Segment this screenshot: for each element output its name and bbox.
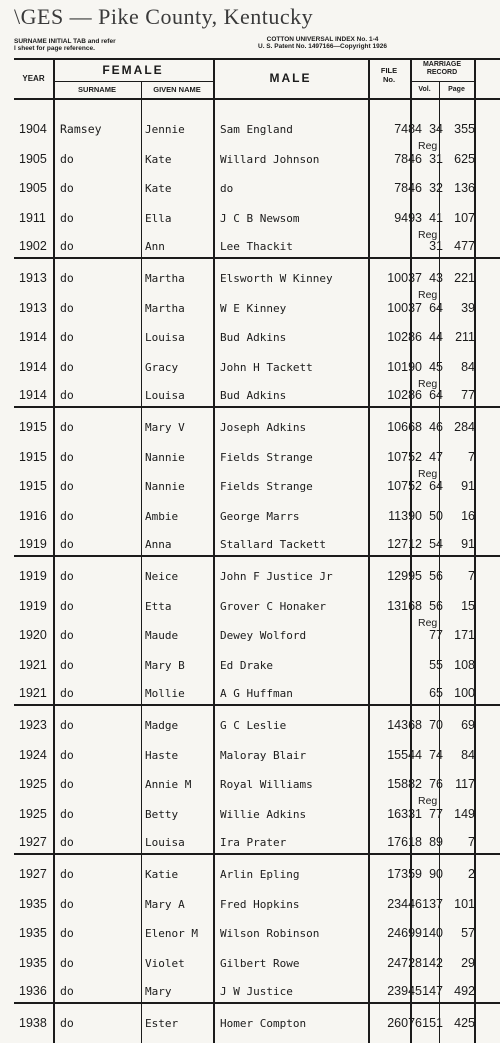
cell-male-name: J W Justice	[220, 984, 293, 998]
cell-file-no: 23945	[387, 983, 422, 998]
table-row	[14, 855, 500, 885]
cell-male-name: Joseph Adkins	[220, 420, 307, 434]
cell-male-name: Homer Compton	[220, 1016, 307, 1030]
cell-reg-note: Reg	[418, 378, 438, 391]
cell-page: 2	[468, 866, 475, 881]
cell-surname: do	[60, 956, 74, 971]
cell-male-name: W E Kinney	[220, 301, 287, 315]
cell-file-no: 14368	[387, 717, 422, 732]
cell-vol: 56	[429, 598, 443, 613]
table-row	[14, 438, 500, 468]
cell-vol: 44	[429, 330, 443, 345]
cell-male-name: do	[220, 182, 234, 196]
cell-male-name: Dewey Wolford	[220, 629, 307, 643]
table-row	[14, 974, 500, 1004]
cell-surname: do	[60, 807, 74, 822]
female-subheader-rule	[53, 81, 213, 82]
table-row	[14, 348, 500, 378]
table-row	[14, 617, 500, 647]
cell-year: 1935	[19, 926, 47, 941]
cell-vol: 140	[422, 926, 443, 941]
table-row	[14, 557, 500, 587]
cell-surname: do	[60, 536, 74, 551]
table-row	[14, 229, 500, 259]
table-row	[14, 646, 500, 676]
table-row	[14, 199, 500, 229]
table-row	[14, 468, 500, 498]
cell-file-no: 10286	[387, 387, 422, 402]
cell-year: 1936	[19, 983, 47, 998]
cell-file-no: 10752	[387, 449, 422, 464]
cell-vol: 147	[422, 983, 443, 998]
cell-surname: do	[60, 598, 74, 613]
cell-given-name: Betty	[145, 808, 179, 822]
cell-file-no: 26076	[387, 1015, 422, 1030]
cell-file-no: 10037	[387, 300, 422, 315]
cell-vol: 31	[429, 238, 443, 253]
cell-year: 1915	[19, 479, 47, 494]
cell-file-no: 17359	[387, 866, 422, 881]
cell-page: 425	[454, 1015, 475, 1030]
cell-vol: 64	[429, 300, 443, 315]
header-no-label: No.	[382, 75, 396, 84]
cell-year: 1927	[19, 866, 47, 881]
table-row	[14, 527, 500, 557]
table-top-rule	[14, 58, 500, 60]
cell-page: 136	[454, 181, 475, 196]
header-bottom-rule	[14, 98, 500, 100]
cell-year: 1925	[19, 777, 47, 792]
cell-file-no: 7484	[394, 121, 422, 136]
cell-surname: do	[60, 479, 74, 494]
cell-given-name: Anna	[145, 537, 172, 551]
cell-year: 1914	[19, 360, 47, 375]
marriage-subheader-rule	[410, 81, 474, 82]
cell-given-name: Mary B	[145, 659, 185, 673]
cell-male-name: Fields Strange	[220, 450, 313, 464]
cell-given-name: Ester	[145, 1016, 179, 1030]
table-row	[14, 795, 500, 825]
note-line-1: SURNAME INITIAL TAB and refer	[14, 38, 116, 45]
cell-file-no: 10286	[387, 330, 422, 345]
cell-page: 16	[461, 509, 475, 524]
cell-year: 1916	[19, 509, 47, 524]
cell-surname: do	[60, 330, 74, 345]
cell-year: 1924	[19, 747, 47, 762]
cell-vol: 142	[422, 956, 443, 971]
cell-vol: 55	[429, 658, 443, 673]
cell-male-name: Willie Adkins	[220, 808, 307, 822]
cell-given-name: Maude	[145, 629, 179, 643]
cell-vol: 34	[429, 121, 443, 136]
cell-page: 84	[461, 360, 475, 375]
cell-file-no: 12712	[387, 536, 422, 551]
cell-file-no: 10752	[387, 479, 422, 494]
cell-year: 1915	[19, 449, 47, 464]
cell-vol: 137	[422, 896, 443, 911]
cell-given-name: Elenor M	[145, 927, 198, 941]
cell-page: 107	[454, 211, 475, 226]
cell-year: 1920	[19, 628, 47, 643]
cell-given-name: Nannie	[145, 450, 185, 464]
cell-male-name: Fred Hopkins	[220, 897, 300, 911]
cell-male-name: Willard Johnson	[220, 152, 320, 166]
cell-given-name: Katie	[145, 867, 179, 881]
cell-file-no: 23446	[387, 896, 422, 911]
cell-page: 91	[461, 536, 475, 551]
page-title: \GES — Pike County, Kentucky	[14, 4, 314, 29]
cell-page: 69	[461, 717, 475, 732]
cell-page: 77	[461, 387, 475, 402]
header-marriage-record	[410, 61, 474, 77]
cell-male-name: Lee Thackit	[220, 239, 293, 253]
cell-surname: do	[60, 387, 74, 402]
cell-file-no: 12995	[387, 568, 422, 583]
cell-male-name: Arlin Epling	[220, 867, 300, 881]
cell-page: 101	[454, 896, 475, 911]
cell-page: 221	[454, 270, 475, 285]
cell-male-name: Fields Strange	[220, 480, 313, 494]
cell-male-name: John H Tackett	[220, 361, 313, 375]
cell-given-name: Nannie	[145, 480, 185, 494]
table-row	[14, 378, 500, 408]
cell-given-name: Mary A	[145, 897, 185, 911]
table-row	[14, 259, 500, 289]
cell-page: 15	[461, 598, 475, 613]
cell-year: 1905	[19, 151, 47, 166]
cell-page: 7	[468, 449, 475, 464]
cell-year: 1923	[19, 717, 47, 732]
header-female: FEMALE	[102, 63, 164, 77]
cell-surname: do	[60, 658, 74, 673]
cell-file-no: 10190	[387, 360, 422, 375]
cell-page: 84	[461, 747, 475, 762]
cell-page: 492	[454, 983, 475, 998]
header-file-no	[368, 66, 410, 84]
header-page: Page	[448, 86, 465, 93]
cell-reg-note: Reg	[418, 467, 438, 480]
header-surname: SURNAME	[78, 85, 116, 94]
cell-year: 1915	[19, 419, 47, 434]
cell-male-name: Grover C Honaker	[220, 599, 326, 613]
cell-year: 1919	[19, 598, 47, 613]
cell-vol: 77	[429, 628, 443, 643]
header-given-name: GIVEN NAME	[153, 85, 201, 94]
cell-vol: 47	[429, 449, 443, 464]
cell-year: 1914	[19, 387, 47, 402]
cell-reg-note: Reg	[418, 229, 438, 242]
cell-given-name: Etta	[145, 599, 172, 613]
cell-vol: 90	[429, 866, 443, 881]
cell-surname: do	[60, 926, 74, 941]
table-row	[14, 706, 500, 736]
cell-year: 1921	[19, 685, 47, 700]
cell-year: 1919	[19, 568, 47, 583]
cell-page: 7	[468, 834, 475, 849]
cell-male-name: Stallard Tackett	[220, 537, 326, 551]
cell-male-name: Royal Williams	[220, 778, 313, 792]
table-row	[14, 497, 500, 527]
cell-given-name: Louisa	[145, 388, 185, 402]
cell-vol: 41	[429, 211, 443, 226]
cell-vol: 32	[429, 181, 443, 196]
cell-male-name: John F Justice Jr	[220, 569, 333, 583]
cell-file-no: 15882	[387, 777, 422, 792]
cell-male-name: Sam England	[220, 122, 293, 136]
cell-surname: do	[60, 419, 74, 434]
table-row	[14, 766, 500, 796]
cell-page: 91	[461, 479, 475, 494]
cell-year: 1904	[19, 121, 47, 136]
cell-given-name: Ann	[145, 239, 165, 253]
cell-surname: Ramsey	[60, 121, 102, 136]
cell-page: 211	[455, 330, 475, 345]
cell-year: 1911	[19, 211, 46, 226]
cell-male-name: Elsworth W Kinney	[220, 271, 333, 285]
table-row	[14, 140, 500, 170]
cell-male-name: Gilbert Rowe	[220, 957, 300, 971]
cell-surname: do	[60, 509, 74, 524]
cell-file-no: 24699	[387, 926, 422, 941]
header-record-label: RECORD	[426, 69, 458, 76]
cell-year: 1902	[19, 238, 47, 253]
cell-page: 29	[461, 956, 475, 971]
header-vol: Vol.	[418, 86, 431, 93]
cell-vol: 45	[429, 360, 443, 375]
note-line-2: l sheet for page reference.	[14, 45, 95, 52]
cell-surname: do	[60, 211, 74, 226]
cell-year: 1905	[19, 181, 47, 196]
cotton-line-2: U. S. Patent No. 1497166—Copyright 1926	[258, 43, 387, 50]
cell-given-name: Martha	[145, 301, 185, 315]
cell-given-name: Ambie	[145, 510, 179, 524]
header-file-label: FILE	[380, 66, 398, 75]
cell-year: 1919	[19, 536, 47, 551]
cell-year: 1921	[19, 658, 47, 673]
cell-vol: 43	[429, 270, 443, 285]
cell-given-name: Mary	[145, 984, 172, 998]
cell-male-name: G C Leslie	[220, 718, 287, 732]
cell-vol: 64	[429, 479, 443, 494]
cell-vol: 70	[429, 717, 443, 732]
cell-file-no: 17618	[387, 834, 422, 849]
cell-page: 100	[454, 685, 475, 700]
cell-given-name: Madge	[145, 718, 179, 732]
cell-year: 1913	[19, 300, 47, 315]
cell-male-name: Ira Prater	[220, 835, 287, 849]
table-row	[14, 885, 500, 915]
cell-file-no: 7846	[394, 151, 422, 166]
table-row	[14, 110, 500, 140]
cell-male-name: A G Huffman	[220, 686, 293, 700]
cell-vol: 76	[429, 777, 443, 792]
cell-year: 1927	[19, 834, 47, 849]
cell-surname: do	[60, 983, 74, 998]
cell-surname: do	[60, 238, 74, 253]
table-row	[14, 170, 500, 200]
header-male: MALE	[269, 71, 312, 85]
cell-page: 39	[461, 300, 475, 315]
cell-file-no: 10668	[387, 419, 422, 434]
cell-vol: 64	[429, 387, 443, 402]
cotton-index-notice	[258, 36, 387, 50]
cell-surname: do	[60, 181, 74, 196]
cell-reg-note: Reg	[418, 288, 438, 301]
cell-given-name: Mollie	[145, 686, 185, 700]
cell-male-name: Maloray Blair	[220, 748, 307, 762]
cell-surname: do	[60, 300, 74, 315]
cell-vol: 151	[422, 1015, 443, 1030]
cell-male-name: Wilson Robinson	[220, 927, 320, 941]
cell-vol: 50	[429, 509, 443, 524]
cell-male-name: Bud Adkins	[220, 388, 287, 402]
cell-male-name: J C B Newsom	[220, 212, 300, 226]
cell-surname: do	[60, 449, 74, 464]
cell-given-name: Gracy	[145, 361, 179, 375]
table-row	[14, 825, 500, 855]
cell-file-no: 7846	[394, 181, 422, 196]
cell-page: 355	[454, 121, 475, 136]
cell-page: 171	[454, 628, 475, 643]
cell-vol: 31	[429, 151, 443, 166]
cell-year: 1914	[19, 330, 47, 345]
cell-vol: 54	[429, 536, 443, 551]
cell-surname: do	[60, 568, 74, 583]
cell-vol: 56	[429, 568, 443, 583]
cell-page: 284	[454, 419, 475, 434]
cell-surname: do	[60, 834, 74, 849]
cotton-line-1: COTTON UNIVERSAL INDEX No. 1-4	[266, 36, 379, 43]
cell-given-name: Kate	[145, 152, 172, 166]
cell-surname: do	[60, 1015, 74, 1030]
cell-file-no: 9493	[394, 211, 422, 226]
cell-surname: do	[60, 685, 74, 700]
table-row	[14, 1004, 500, 1034]
cell-surname: do	[60, 628, 74, 643]
cell-reg-note: Reg	[418, 616, 438, 629]
table-row	[14, 944, 500, 974]
surname-tab-note	[14, 38, 116, 52]
cell-male-name: Bud Adkins	[220, 331, 287, 345]
cell-page: 7	[468, 568, 475, 583]
cell-given-name: Haste	[145, 748, 179, 762]
cell-page: 117	[455, 777, 475, 792]
cell-surname: do	[60, 360, 74, 375]
cell-given-name: Jennie	[145, 122, 185, 136]
cell-given-name: Louisa	[145, 331, 185, 345]
header-year: YEAR	[22, 74, 45, 83]
cell-vol: 89	[429, 834, 443, 849]
cell-surname: do	[60, 151, 74, 166]
cell-page: 625	[454, 151, 475, 166]
cell-vol: 65	[429, 685, 443, 700]
header-marriage-label: MARRIAGE	[422, 61, 462, 68]
table-row	[14, 408, 500, 438]
cell-page: 57	[461, 926, 475, 941]
table-row	[14, 736, 500, 766]
cell-male-name: George Marrs	[220, 510, 300, 524]
cell-reg-note: Reg	[418, 139, 438, 152]
cell-file-no: 24728	[387, 956, 422, 971]
cell-male-name: Ed Drake	[220, 659, 273, 673]
cell-page: 108	[454, 658, 475, 673]
cell-surname: do	[60, 777, 74, 792]
cell-surname: do	[60, 717, 74, 732]
cell-file-no: 10037	[387, 270, 422, 285]
cell-file-no: 15544	[387, 747, 422, 762]
cell-given-name: Martha	[145, 271, 185, 285]
cell-file-no: 16331	[387, 807, 422, 822]
cell-vol: 77	[429, 807, 443, 822]
cell-reg-note: Reg	[418, 795, 438, 808]
table-row	[14, 289, 500, 319]
cell-given-name: Annie M	[145, 778, 192, 792]
cell-given-name: Mary V	[145, 420, 185, 434]
cell-given-name: Louisa	[145, 835, 185, 849]
cell-surname: do	[60, 747, 74, 762]
cell-page: 477	[454, 238, 475, 253]
cell-given-name: Violet	[145, 957, 185, 971]
table-row	[14, 319, 500, 349]
table-row	[14, 587, 500, 617]
cell-surname: do	[60, 896, 74, 911]
cell-file-no: 11390	[388, 509, 422, 524]
cell-given-name: Ella	[145, 212, 172, 226]
table-row	[14, 676, 500, 706]
cell-surname: do	[60, 866, 74, 881]
cell-year: 1913	[19, 270, 47, 285]
cell-page: 149	[454, 807, 475, 822]
cell-vol: 74	[429, 747, 443, 762]
cell-given-name: Kate	[145, 182, 172, 196]
cell-surname: do	[60, 270, 74, 285]
cell-vol: 46	[429, 419, 443, 434]
table-row	[14, 915, 500, 945]
cell-file-no: 13168	[387, 598, 422, 613]
cell-year: 1925	[19, 807, 47, 822]
cell-given-name: Neice	[145, 569, 179, 583]
cell-year: 1935	[19, 896, 47, 911]
cell-year: 1938	[19, 1015, 47, 1030]
cell-year: 1935	[19, 956, 47, 971]
